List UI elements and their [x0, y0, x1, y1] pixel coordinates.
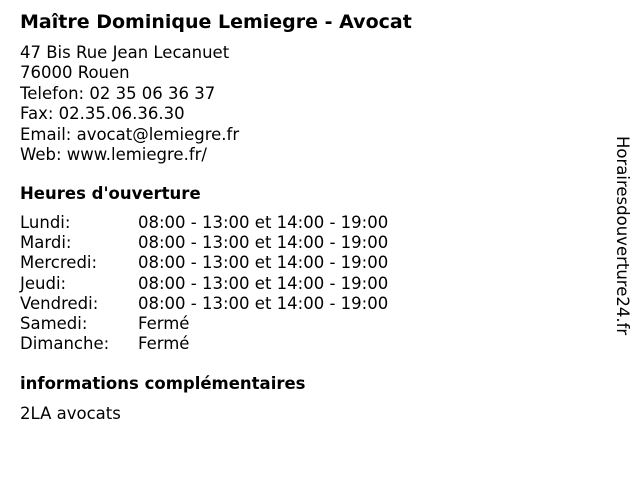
- day-label: Jeudi:: [20, 273, 67, 293]
- time-value: 08:00 - 13:00 et 14:00 - 19:00: [138, 253, 389, 273]
- day-label: Mercredi:: [20, 253, 98, 273]
- additional-info-text: 2LA avocats: [20, 404, 121, 423]
- address-city: 76000 Rouen: [20, 63, 130, 83]
- contact-block: [20, 43, 239, 165]
- day-label: Mardi:: [20, 233, 72, 253]
- day-label: Lundi:: [20, 213, 71, 232]
- time-value: 08:00 - 13:00 et 14:00 - 19:00: [138, 233, 389, 253]
- time-value: 08:00 - 13:00 et 14:00 - 19:00: [138, 213, 389, 232]
- additional-info-heading: informations complémentaires: [20, 374, 306, 393]
- watermark-text: Horairesdouverture24.fr: [613, 136, 632, 336]
- time-value: 08:00 - 13:00 et 14:00 - 19:00: [138, 273, 389, 293]
- day-label: Vendredi:: [20, 293, 99, 313]
- day-label: Dimanche:: [20, 334, 110, 354]
- website-address: Web: www.lemiegre.fr/: [20, 145, 207, 165]
- time-value: 08:00 - 13:00 et 14:00 - 19:00: [138, 293, 389, 313]
- hours-heading: Heures d'ouverture: [20, 184, 201, 203]
- page-title: Maître Dominique Lemiegre - Avocat: [20, 11, 412, 33]
- fax-number: Fax: 02.35.06.36.30: [20, 104, 185, 124]
- email-address: Email: avocat@lemiegre.fr: [20, 124, 240, 144]
- time-value: Fermé: [138, 313, 190, 333]
- time-value: Fermé: [138, 334, 190, 354]
- day-label: Samedi:: [20, 313, 88, 333]
- phone-number: Telefon: 02 35 06 36 37: [20, 83, 216, 103]
- address-street: 47 Bis Rue Jean Lecanuet: [20, 43, 230, 62]
